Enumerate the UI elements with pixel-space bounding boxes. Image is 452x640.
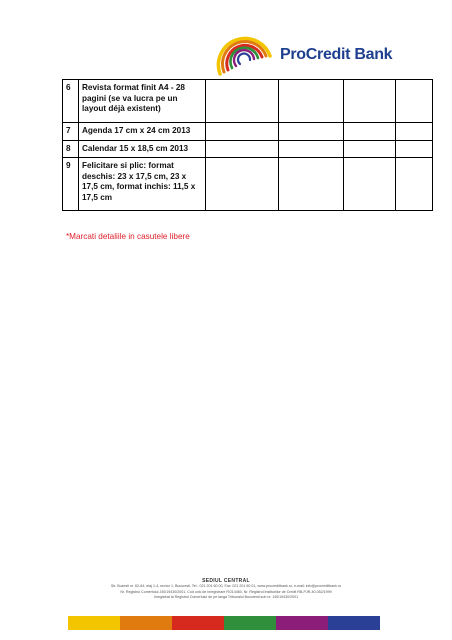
row-description: Revista format finit A4 - 28 pagini (se va lucra pe un layout déjà existent)	[79, 80, 206, 123]
procredit-logo-icon	[212, 22, 282, 78]
color-stripe	[276, 616, 328, 630]
table-row	[63, 158, 433, 211]
bank-name: ProCredit Bank	[280, 46, 393, 63]
empty-cell[interactable]	[206, 158, 279, 211]
footer-court-line: Inregistrat la Registrul Comertului de pe langa Tribunalul Bucuresti sub nr. J40/19430/2001	[153, 595, 299, 600]
row-description: Felicitare si plic: format deschis: 23 x 17,5 cm, 23 x 17,5 cm, format inchis: 11,5 x 17,5 cm	[79, 158, 206, 211]
items-table	[62, 79, 433, 211]
row-description: Agenda 17 cm x 24 cm 2013	[79, 123, 206, 141]
empty-cell[interactable]	[396, 140, 433, 158]
table-row	[63, 140, 433, 158]
footer	[0, 578, 452, 601]
empty-cell[interactable]	[206, 80, 279, 123]
instruction-note: *Marcati detaliile in casutele libere	[66, 232, 190, 241]
empty-cell[interactable]	[344, 123, 396, 141]
color-stripe	[68, 616, 120, 630]
footer-address-line: Str. Buzesti nr. 62-64, etaj 1-4, sector 1, Bucuresti, Tel.: 021 201 60 00, Fax: 021 201 60 01, www.procreditbank.ro, e-mail: info@procreditbank.ro	[110, 584, 342, 588]
empty-cell[interactable]	[279, 140, 344, 158]
footer-registration-line: Nr. Registrul Comertului J40/19430/2001, Cod unic de inregistrare RO14460, Nr. Registrul Institutiilor de Credit RB-PJR-40-052/1999	[120, 589, 332, 594]
empty-cell[interactable]	[206, 140, 279, 158]
row-number: 7	[63, 123, 79, 141]
color-stripe	[120, 616, 172, 630]
footer-color-stripes	[68, 616, 380, 630]
empty-cell[interactable]	[396, 158, 433, 211]
footer-title: SEDIUL CENTRAL	[202, 578, 250, 584]
row-number: 9	[63, 158, 79, 211]
color-stripe	[172, 616, 224, 630]
table-row	[63, 123, 433, 141]
procredit-logo	[212, 22, 392, 78]
empty-cell[interactable]	[344, 140, 396, 158]
empty-cell[interactable]	[279, 80, 344, 123]
empty-cell[interactable]	[396, 80, 433, 123]
row-description: Calendar 15 x 18,5 cm 2013	[79, 140, 206, 158]
empty-cell[interactable]	[344, 80, 396, 123]
empty-cell[interactable]	[279, 158, 344, 211]
row-number: 6	[63, 80, 79, 123]
table-row	[63, 80, 433, 123]
empty-cell[interactable]	[396, 123, 433, 141]
empty-cell[interactable]	[206, 123, 279, 141]
empty-cell[interactable]	[279, 123, 344, 141]
color-stripe	[224, 616, 276, 630]
color-stripe	[328, 616, 380, 630]
empty-cell[interactable]	[344, 158, 396, 211]
row-number: 8	[63, 140, 79, 158]
